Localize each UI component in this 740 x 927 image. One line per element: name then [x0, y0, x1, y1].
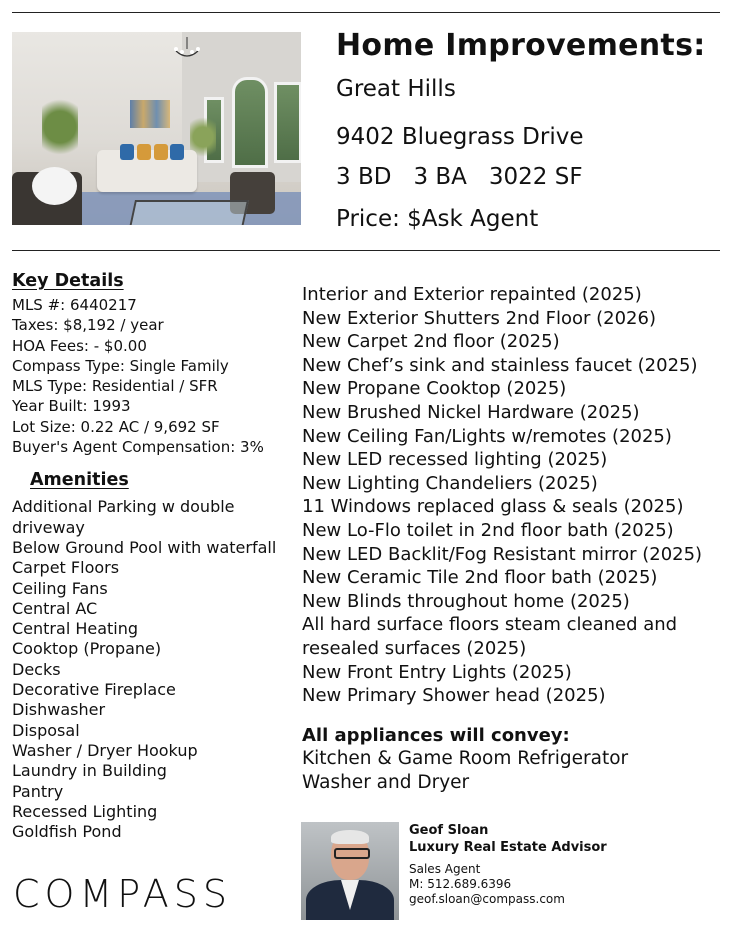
- right-column: [302, 283, 732, 794]
- convey-item: Washer and Dryer: [302, 771, 470, 793]
- amenity-item: Laundry in Building: [12, 761, 167, 781]
- top-divider: [12, 12, 720, 13]
- price: Price: $Ask Agent: [336, 206, 539, 232]
- key-detail-item: MLS #: 6440217: [12, 296, 137, 314]
- amenities-list: [12, 497, 297, 842]
- improvement-item: New Front Entry Lights (2025): [302, 661, 572, 683]
- neighborhood: Great Hills: [336, 76, 456, 102]
- improvement-item: New Ceramic Tile 2nd floor bath (2025): [302, 567, 658, 589]
- amenity-item: Dishwasher: [12, 700, 106, 720]
- amenity-item: Ceiling Fans: [12, 578, 108, 598]
- listing-photo: [12, 32, 301, 225]
- amenity-item: Pantry: [12, 781, 64, 801]
- key-detail-item: Buyer's Agent Compensation: 3%: [12, 438, 264, 457]
- improvement-item: New Lighting Chandeliers (2025): [302, 472, 598, 494]
- key-detail-item: Compass Type: Single Family: [12, 356, 229, 375]
- key-detail-item: Year Built: 1993: [12, 397, 131, 416]
- agent-name: Geof Sloan: [409, 823, 489, 838]
- improvement-item: New LED recessed lighting (2025): [302, 449, 608, 471]
- page-title: Home Improvements:: [336, 28, 706, 63]
- property-stats: [336, 164, 605, 190]
- amenity-item: Decks: [12, 659, 61, 679]
- improvement-item: New Lo-Flo toilet in 2nd floor bath (2025): [302, 519, 674, 541]
- amenities-heading: Amenities: [30, 470, 129, 491]
- amenity-item: Central Heating: [12, 619, 139, 639]
- agent-phone: M: 512.689.6396: [409, 877, 512, 891]
- conveys-list: [302, 747, 732, 794]
- baths: 3 BA: [413, 164, 467, 190]
- amenity-item: Cooktop (Propane): [12, 639, 162, 659]
- address: 9402 Bluegrass Drive: [336, 124, 584, 150]
- beds: 3 BD: [336, 164, 392, 190]
- convey-item: Kitchen & Game Room Refrigerator: [302, 748, 629, 770]
- key-detail-item: MLS Type: Residential / SFR: [12, 377, 218, 396]
- improvement-item: New Propane Cooktop (2025): [302, 378, 567, 400]
- improvement-item: New Ceiling Fan/Lights w/remotes (2025): [302, 425, 672, 447]
- amenity-item: Central AC: [12, 598, 98, 618]
- amenity-item: Disposal: [12, 720, 80, 740]
- key-details-heading: Key Details: [12, 271, 124, 291]
- amenity-item: Below Ground Pool with waterfall: [12, 537, 277, 557]
- conveys-section: [302, 724, 732, 795]
- improvement-item: New Chef’s sink and stainless faucet (2025): [302, 354, 698, 376]
- left-column: [12, 270, 297, 842]
- key-detail-item: HOA Fees: - $0.00: [12, 336, 147, 355]
- improvements-list: [302, 283, 732, 708]
- amenity-item: Recessed Lighting: [12, 801, 158, 821]
- key-detail-item: Lot Size: 0.22 AC / 9,692 SF: [12, 417, 220, 436]
- improvement-item: New Primary Shower head (2025): [302, 685, 606, 707]
- improvement-item: Interior and Exterior repainted (2025): [302, 284, 642, 305]
- amenity-item: Goldfish Pond: [12, 822, 122, 842]
- agent-role: Luxury Real Estate Advisor: [409, 840, 607, 855]
- improvement-item: New Carpet 2nd floor (2025): [302, 331, 560, 353]
- amenity-item: Washer / Dryer Hookup: [12, 740, 198, 760]
- key-detail-item: Taxes: $8,192 / year: [12, 316, 164, 335]
- agent-email: geof.sloan@compass.com: [409, 892, 565, 906]
- agent-title: Sales Agent: [409, 862, 481, 876]
- amenity-item: Carpet Floors: [12, 558, 120, 578]
- square-feet: 3022 SF: [488, 164, 583, 190]
- conveys-heading: All appliances will convey:: [302, 724, 570, 746]
- agent-card: [409, 822, 729, 907]
- agent-photo: [301, 822, 399, 920]
- improvement-item: All hard surface floors steam cleaned and resealed surfaces (2025): [302, 614, 678, 659]
- improvement-item: 11 Windows replaced glass & seals (2025): [302, 496, 684, 518]
- improvement-item: New Blinds throughout home (2025): [302, 590, 630, 612]
- amenity-item: Additional Parking w double driveway: [12, 497, 235, 537]
- amenity-item: Decorative Fireplace: [12, 680, 176, 700]
- key-details-list: [12, 295, 297, 457]
- improvement-item: New Exterior Shutters 2nd Floor (2026): [302, 307, 656, 329]
- compass-logo: COMPASS: [13, 872, 232, 916]
- header-divider: [12, 250, 720, 251]
- improvement-item: New LED Backlit/Fog Resistant mirror (2025): [302, 543, 703, 565]
- improvement-item: New Brushed Nickel Hardware (2025): [302, 401, 640, 423]
